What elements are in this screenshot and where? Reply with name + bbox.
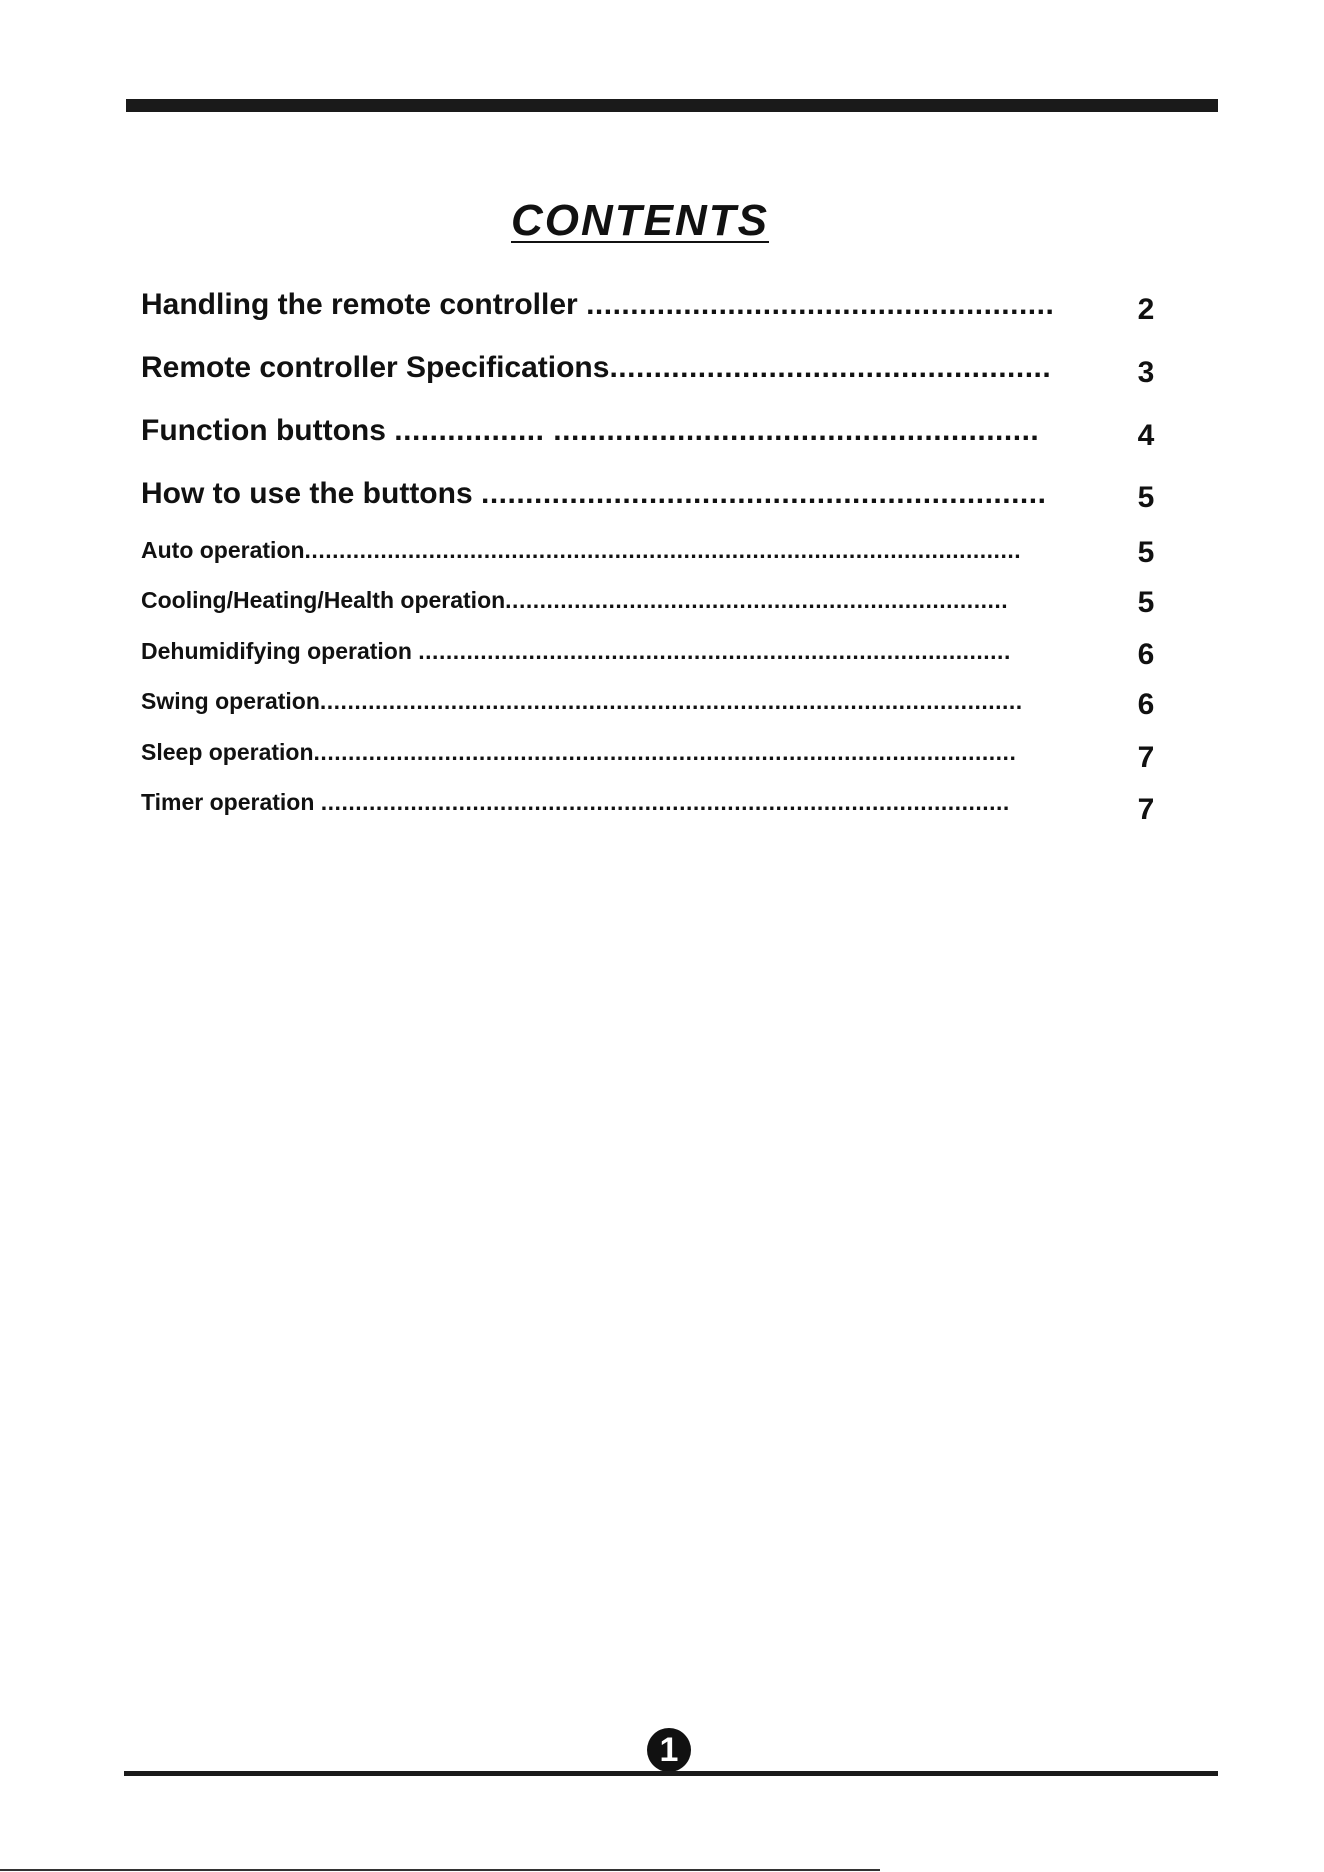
scan-edge-line <box>0 1869 880 1871</box>
toc-entry-swing[interactable] <box>141 688 1099 715</box>
toc-page-number: 6 <box>1137 638 1155 671</box>
toc-leader-dots: ................................................................ <box>480 477 1047 510</box>
toc-leader-dots: ........................................................................................................ <box>304 537 1022 563</box>
toc-page-number: 5 <box>1137 481 1155 514</box>
toc-leader-dots: ..................................................... <box>586 288 1055 321</box>
toc-page-number: 6 <box>1137 688 1155 721</box>
toc-leader-dots: ...................................................................................................... <box>313 739 1017 765</box>
toc-page-number: 7 <box>1137 741 1155 774</box>
toc-page-number: 3 <box>1137 356 1155 389</box>
toc-leader-dots: .................................................................................................... <box>320 789 1010 815</box>
toc-entry-label: Function buttons <box>141 414 395 447</box>
toc-page-number: 5 <box>1137 586 1155 619</box>
toc-leader-dots: .................................................. <box>609 351 1052 384</box>
toc-entry-label: Timer operation <box>141 789 321 815</box>
toc-entry-auto[interactable] <box>141 537 1099 564</box>
toc-entry-handling[interactable] <box>141 288 1099 322</box>
toc-leader-dots: ................. ....................................................... <box>394 414 1040 447</box>
toc-leader-dots: ......................................................................... <box>505 587 1009 613</box>
toc-entry-sleep[interactable] <box>141 739 1099 766</box>
toc-leader-dots: ...................................................................................................... <box>319 688 1023 714</box>
toc-entry-label: How to use the buttons <box>141 477 481 510</box>
toc-entry-dehumidifying[interactable] <box>141 638 1099 665</box>
toc-entry-label: Swing operation <box>141 688 320 714</box>
toc-page-number: 5 <box>1137 536 1155 569</box>
toc-entry-label: Sleep operation <box>141 739 314 765</box>
page-number-badge: 1 <box>647 1728 691 1772</box>
toc-entry-label: Handling the remote controller <box>141 288 587 321</box>
top-rule <box>126 99 1218 112</box>
toc-entry-how-to-use[interactable] <box>141 477 1099 511</box>
page-title: CONTENTS <box>511 196 769 245</box>
toc-page-number: 7 <box>1137 793 1155 826</box>
toc-entry-label: Dehumidifying operation <box>141 638 419 664</box>
toc-page-number: 4 <box>1137 419 1155 452</box>
toc-leader-dots: ...................................................................................... <box>418 638 1011 664</box>
bottom-rule <box>124 1771 1218 1776</box>
toc-entry-function-buttons[interactable] <box>141 414 1099 448</box>
toc-entry-timer[interactable] <box>141 789 1099 816</box>
toc-entry-specifications[interactable] <box>141 351 1099 385</box>
toc-entry-label: Remote controller Specifications <box>141 351 610 384</box>
toc-entry-label: Auto operation <box>141 537 305 563</box>
toc-page-number: 2 <box>1137 293 1155 326</box>
toc-entry-cooling[interactable] <box>141 587 1099 614</box>
toc-entry-label: Cooling/Heating/Health operation <box>141 587 506 613</box>
